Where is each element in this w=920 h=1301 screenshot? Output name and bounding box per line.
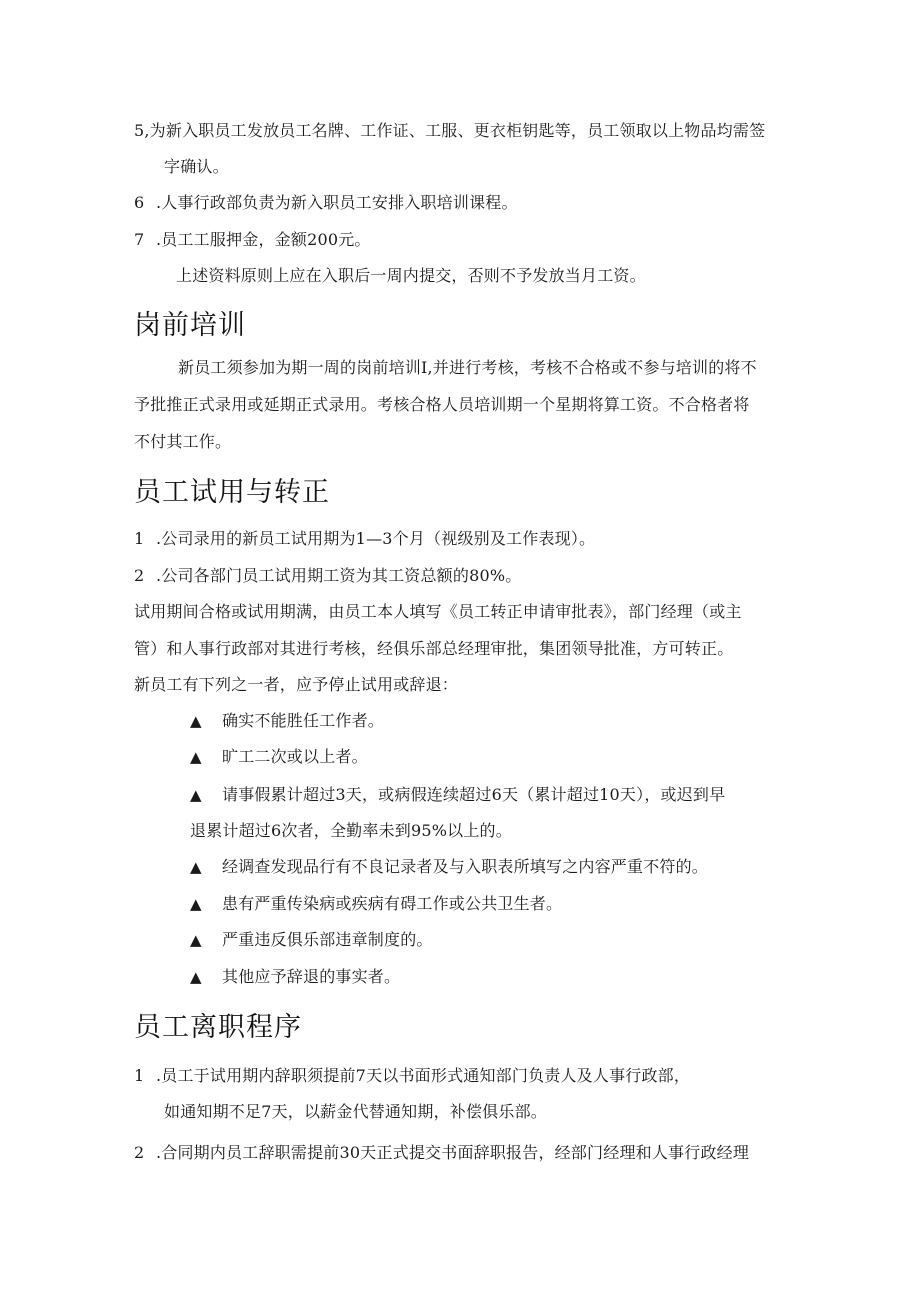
item-5-line-1: 5,为新入职员工发放员工名牌、工作证、工服、更衣柜钥匙等，员工领取以上物品均需签	[134, 121, 766, 140]
section-heading-resignation: 员工离职程序	[134, 1012, 302, 1043]
resignation-item-1-line-2: 如通知期不足7天，以薪金代替通知期，补偿俱乐部。	[164, 1102, 547, 1121]
section-heading-probation: 员工试用与转正	[134, 477, 330, 508]
probation-item-2-number: 2	[134, 566, 145, 585]
training-para-line-2: 予批推正式录用或延期正式录用。考核合格人员培训期一个星期将算工资。不合格者将	[134, 395, 750, 414]
triangle-bullet-icon: ▲	[190, 786, 202, 804]
bullet-item: 请事假累计超过3天，或病假连续超过6天（累计超过10天），或迟到早	[222, 785, 726, 804]
bullet-item: 其他应予辞退的事实者。	[222, 967, 401, 986]
item-7-number: 7	[134, 230, 145, 249]
triangle-bullet-icon: ▲	[190, 968, 202, 986]
probation-para-line-1: 试用期间合格或试用期满，由员工本人填写《员工转正申请审批表》，部门经理（或主	[134, 602, 742, 621]
bullet-item: 旷工二次或以上者。	[222, 747, 368, 766]
bullet-item-continuation: 退累计超过6次者，全勤率未到95%以上的。	[190, 821, 512, 840]
bullet-item: 严重违反俱乐部违章制度的。	[222, 930, 433, 949]
triangle-bullet-icon: ▲	[190, 895, 202, 913]
probation-item-1-text: .公司录用的新员工试用期为1—3个月（视级别及工作表现）。	[156, 529, 596, 548]
resignation-item-1-text: .员工于试用期内辞职须提前7天以书面形式通知部门负责人及人事行政部，	[156, 1066, 691, 1085]
training-para-line-3: 不付其工作。	[134, 432, 232, 451]
probation-item-2-text: .公司各部门员工试用期工资为其工资总额的80%。	[156, 566, 522, 585]
item-7-text: .员工工服押金，金额200元。	[156, 230, 371, 249]
triangle-bullet-icon: ▲	[190, 712, 202, 730]
triangle-bullet-icon: ▲	[190, 858, 202, 876]
submission-note: 上述资料原则上应在入职后一周内提交，否则不予发放当月工资。	[176, 266, 646, 285]
bullet-item: 患有严重传染病或疾病有碍工作或公共卫生者。	[222, 894, 563, 913]
bullet-item: 经调查发现品行有不良记录者及与入职表所填写之内容严重不符的。	[222, 857, 709, 876]
resignation-item-2-text: .合同期内员工辞职需提前30天正式提交书面辞职报告，经部门经理和人事行政经理	[156, 1143, 750, 1162]
section-heading-training: 岗前培训	[134, 310, 246, 341]
training-para-line-1: 新员工须参加为期一周的岗前培训I,并进行考核，考核不合格或不参与培训的将不	[178, 358, 757, 377]
item-5-line-2: 字确认。	[164, 157, 229, 176]
probation-item-1-number: 1	[134, 529, 145, 548]
bullet-item: 确实不能胜任工作者。	[222, 711, 385, 730]
item-6-text: .人事行政部负责为新入职员工安排入职培训课程。	[156, 193, 518, 212]
dismissal-intro: 新员工有下列之一者，应予停止试用或辞退：	[134, 675, 459, 694]
triangle-bullet-icon: ▲	[190, 748, 202, 766]
item-6-number: 6	[134, 193, 145, 212]
triangle-bullet-icon: ▲	[190, 931, 202, 949]
resignation-item-1-number: 1	[134, 1066, 145, 1085]
probation-para-line-2: 管）和人事行政部对其进行考核，经俱乐部总经理审批，集团领导批准，方可转正。	[134, 639, 734, 658]
resignation-item-2-number: 2	[134, 1143, 145, 1162]
